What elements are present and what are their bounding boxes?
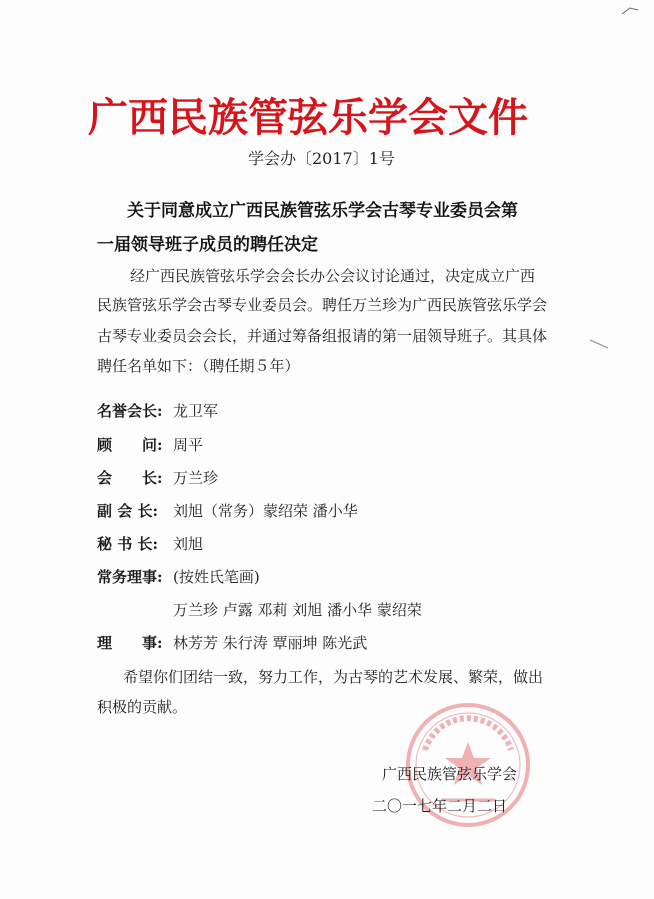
roster-label-executive-director: 常务理事: (97, 568, 163, 586)
body-paragraph-line-3: 古琴专业委员会会长，并通过筹备组报请的第一届领导班子。其具体 (97, 327, 548, 345)
body-paragraph-line-1: 经广西民族管弦乐学会会长办公会议讨论通过，决定成立广西 (130, 267, 536, 285)
roster-label-director: 理 事: (97, 634, 163, 652)
document-header-title: 广西民族管弦乐学会文件 (88, 94, 528, 141)
scan-mark-icon (620, 4, 640, 18)
document-number: 学会办〔2017〕1号 (248, 149, 395, 168)
roster-label-vice-president: 副 会 长: (97, 502, 158, 520)
roster-label-president: 会 长: (97, 469, 163, 487)
roster-value-secretary-general: 刘旭 (173, 535, 204, 553)
roster-label-honorary-president: 名誉会长: (97, 402, 163, 420)
roster-value-honorary-president: 龙卫军 (173, 402, 219, 420)
roster-value-advisor: 周平 (173, 436, 204, 454)
closing-line-1: 希望你们团结一致，努力工作，为古琴的艺术发展、繁荣，做出 (123, 668, 544, 686)
closing-line-2: 积极的贡献。 (97, 698, 188, 716)
roster-value-vice-president: 刘旭（常务）蒙绍荣 潘小华 (173, 502, 358, 520)
body-paragraph-line-4: 聘任名单如下：（聘任期５年） (97, 357, 300, 375)
signature-organization: 广西民族管弦乐学会 (382, 765, 518, 783)
roster-value-director: 林芳芳 朱行涛 覃丽坤 陈光武 (173, 634, 368, 652)
body-paragraph-line-2: 民族管弦乐学会古琴专业委员会。聘任万兰珍为广西民族管弦乐学会 (97, 296, 548, 314)
roster-value-president: 万兰珍 (173, 469, 219, 487)
scan-mark-icon (588, 338, 612, 352)
signature-date: 二〇一七年二月二日 (372, 797, 508, 815)
notice-title-line-1: 关于同意成立广西民族管弦乐学会古琴专业委员会第 (127, 201, 518, 221)
notice-title-line-2: 一届领导班子成员的聘任决定 (97, 235, 318, 255)
roster-value-executive-director-note: (按姓氏笔画) (173, 568, 260, 586)
roster-value-executive-director-names: 万兰珍 卢露 邓莉 刘旭 潘小华 蒙绍荣 (173, 601, 422, 619)
roster-label-secretary-general: 秘 书 长: (97, 535, 158, 553)
roster-label-advisor: 顾 问: (97, 436, 163, 454)
